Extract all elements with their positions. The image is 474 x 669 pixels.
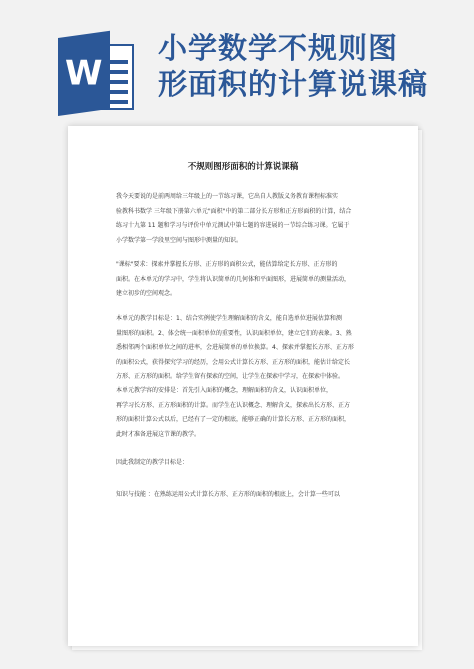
paragraph-line: "课标"要求：探索并掌握长方形、正方形的面积公式，能估算给定长方形、正方形的: [116, 261, 338, 268]
document-paragraph: [116, 384, 388, 442]
banner-title-line-1: 小学数学不规则图: [158, 31, 399, 65]
banner-title: [158, 30, 458, 102]
paragraph-line: 因此我制定的教学目标是：: [116, 459, 189, 466]
word-logo-icon: [58, 38, 136, 116]
banner-title-line-2: 形面积的计算说课稿: [158, 67, 429, 101]
document-paragraph: [116, 190, 388, 248]
document-paragraph: [116, 456, 388, 471]
paragraph-line: 练习十九第 11 题和学习与评价中单元测试中第七题的容进展的一节综合练习课。它属于: [116, 222, 350, 229]
paragraph-line: 的面积公式，获得探究学习的经历，会用公式计算长方形、正方形的面积，能估计给定长: [116, 358, 351, 366]
paragraph-line: 悉相邻两个面积单位之间的进率，会进展简单的单位换算。4、探索并掌握长方形、正方形: [116, 344, 354, 351]
paragraph-line: 验教科书数学 三年级下册第六单元"面积"中的第二部分长方形和正方形面积的计算，结合: [116, 207, 352, 215]
document-page: [68, 126, 418, 646]
paragraph-line: 小学数学第一学段里空间与图形中测量的知识。: [116, 236, 243, 244]
paragraph-line: 本单元教学容的安排是：首先引入面积的概念，理解面积的含义，认识面积单位，: [116, 387, 333, 394]
word-logo-letter: W: [65, 53, 103, 94]
paragraph-line: 方形、正方形的面积。给学生留有探索的空间，让学生在探索中学习，在探索中体验。: [116, 373, 345, 380]
paragraph-line: 再学习长方形、正方形面积的计算。而学生在认识概念、理解含义，探索出长方形、正方: [116, 401, 351, 409]
paragraph-line: 形的面积计算公式以后，已经有了一定的根底，能够正确的计算长方形、正方形的面积，: [116, 416, 351, 423]
document-banner: [0, 0, 474, 115]
document-paragraph: [116, 488, 388, 503]
paragraph-line: 我今天要说的是前两周给三年级上的一节练习课，它出自人教版义务教育课程标准实: [116, 193, 339, 200]
paragraph-line: 量图形的面积。2、体会统一面积单位的重要性，认识面积单位，建立它们的表象。3、熟: [116, 329, 352, 337]
paragraph-line: 知识与技能 ：在熟练运用公式计算长方形、正方形的面积的根底上，会计算一些可以: [116, 491, 340, 498]
word-logo-badge: [58, 31, 110, 116]
document-title: 不规则图形面积的计算说课稿: [187, 162, 299, 172]
document-paragraph: [116, 258, 388, 302]
paragraph-line: 此时才准备进展这节课的教学。: [116, 430, 201, 438]
paragraph-line: 面积。在本单元的学习中，学生将认识简单的几何体和平面图形，进展简单的测量活动，: [116, 275, 351, 283]
document-paragraph: [116, 312, 388, 385]
paragraph-line: 本单元的教学目标是：1、结合实例使学生理解面积的含义，能自选单位进展估算和测: [116, 315, 342, 322]
paragraph-line: 建立初步的空间观念。: [116, 290, 177, 297]
